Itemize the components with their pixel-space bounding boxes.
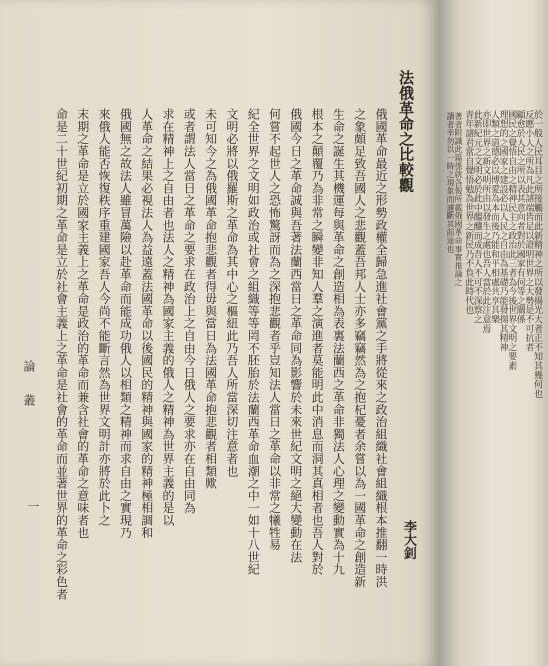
section-label: 論 叢 [22,360,36,410]
text-column: 國民之覺悟自由之精神民主之政治此三者為今後世界文明之要素 [506,110,517,371]
text-column: 反應小人之所為凡此諸端皆足以證明世界之大勢是不可抗者 [523,110,534,352]
article-title: 法俄革命之比較觀 [397,70,415,193]
text-column: 求在精神上之自由者也法人之精神為國家主義的俄人之精神為世界主義的是以 [161,108,175,527]
text-column: 末期之革命是立於國家主義上之革命是政治的革命而兼含社會的革命之意味者也 [75,108,90,539]
text-column: 人革命之結果必視法人為益遠蓋法國革命以後國民的精神與國家的精神極相調和 [139,108,154,539]
text-column: 俄國革命最近之形勢政權全歸急進社會黨之手將從來之政治組織社會組織根本推翻一時洪 [374,108,388,588]
author-name: 李大釗 [401,520,416,560]
text-column: 於一般人民耳目之所接觸而此新精神之所以發揚光大者正不知其幾何也 [532,110,542,399]
text-column: 來俄人能否恢復秩序重建國家吾人今尚不能斷言然為世界文明計亦將於此卜之 [97,108,112,527]
right-page [440,0,548,666]
page-number: 一 [26,500,40,513]
text-column: 顧愈於人民之所以表其意向者對於國家有何等之關係 [514,110,525,324]
footnote-column: 著者附識此篇係就各報所載俄國革命事實推論之 [454,112,463,287]
text-column: 根本之顛覆乃為非常之瞬變非知人羣之演進者莫能明此中消息而洞其真相者也吾人對於 [310,108,325,576]
text-column: 命是二十世紀初期之革命是立於社會主義上之革命是社會的革命而並著世界的革命之彩色者 [54,108,69,600]
text-column: 或者謂法人當日之革命之要求在政治上之自由今日俄人之要求亦在自由同為 [182,108,197,514]
text-column: 理想的之國家之建設必以人民之自由為基礎乃能發揚其精神 [497,110,508,352]
text-column: 文明必將以俄羅斯之革命為其中心之樞紐此乃吾人所當深切注意者也 [224,108,239,477]
text-column: 此新紀元之文明必於此中醞釀而成吾人不可不深察之 [471,110,482,324]
text-column: 亦即世界之新文明所由以發生之處也吾人當於此注意焉 [480,110,491,334]
text-column: 之象頗足致吾國人之悲觀蓋吾邦人士亦多竊竊然為之抱杞憂者余嘗以為一國革命之創造新 [352,108,367,588]
text-column: 何嘗不起世人之恐怖驚訝而為之深抱悲觀者乎豈知法人當日之革命以非常之犧牲易 [267,108,282,551]
text-column: 人類之道德必以博愛為本而後乃能和平相處共享其樂 [489,110,499,324]
text-column: 未可知今之為俄國革命抱悲觀者得毋與當日為法國革命抱悲觀者相類歟 [203,108,218,490]
text-column: 俄國無之故法人雖冒萬險以赴革命而能成功俄人以相類之精神而求自由之實現乃 [118,108,133,539]
text-column: 俄國今日之革命誠與吾著法蘭西當日之革命同為影響於未來世紀文明之絕大變動在法 [288,108,303,564]
text-column: 生命之誕生其機運每與革命之創造相為表裏法蘭西之革命非獨法人心理之變動實為十九 [331,108,346,576]
text-column: 青年諸君當自覺悟勉為世界之新民乃不負此時代也 [463,110,474,315]
text-column: 紀全世界之文明如政治或社會之組織等等罔不胚胎於法蘭西革命血潮之中一如十八世紀 [246,108,261,576]
footnote-column: 讀者幸勿以一時之現象而遽斷其前途也 [446,112,455,254]
